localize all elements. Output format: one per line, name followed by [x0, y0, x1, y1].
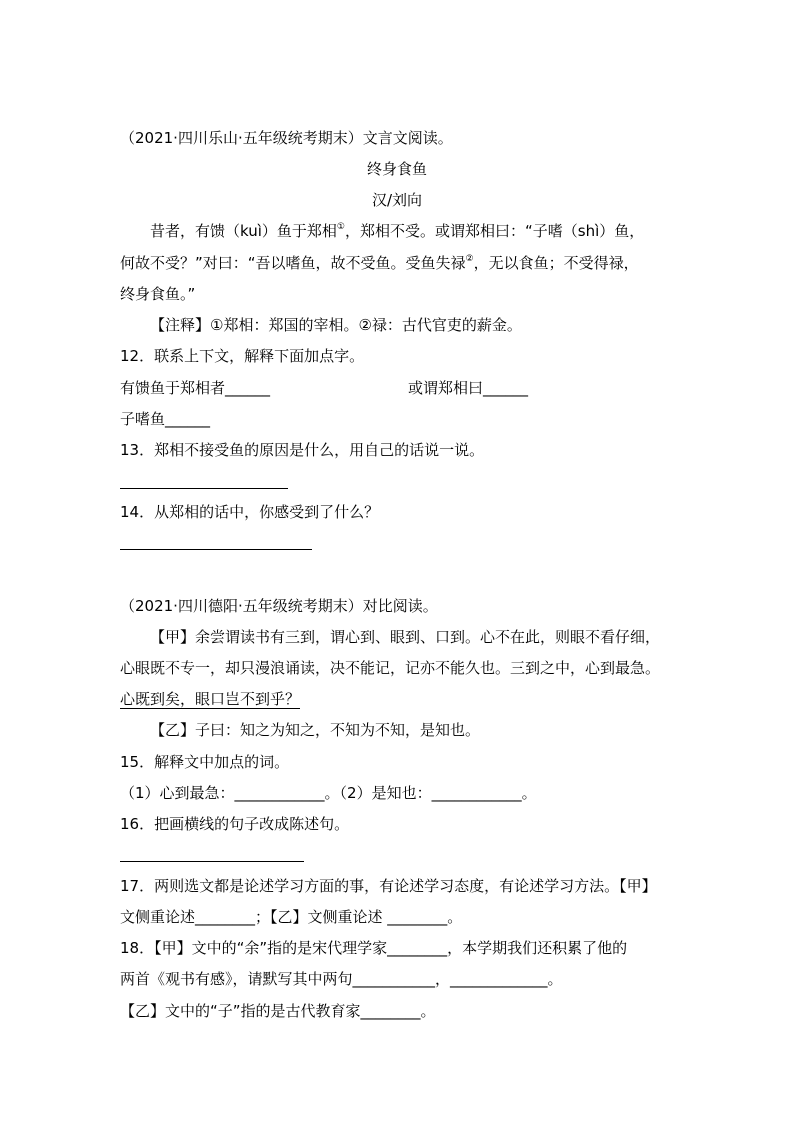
question-13: 13．郑相不接受鱼的原因是什么，用自己的话说一说。: [120, 441, 485, 459]
passage1-line1-b: ，郑相不受。或谓郑相曰：“子嗜（shì）鱼，: [344, 222, 645, 240]
question-18-line2: 两首《观书有感》，请默写其中两句___________，_____________。: [120, 970, 563, 988]
question-15: 15．解释文中加点的词。: [120, 753, 290, 771]
answer-line-13[interactable]: [120, 488, 288, 489]
passage1-line1: [150, 221, 644, 241]
question-15-parts: （1）心到最急：____________。（2）是知也：____________。: [120, 784, 537, 802]
passage1-line2: [120, 253, 639, 273]
jia-line2: 心眼既不专一，却只漫浪诵读，决不能记，记亦不能久也。三到之中，心到最急。: [120, 659, 661, 677]
section1-header: （2021·四川乐山·五年级统考期末）文言文阅读。: [120, 129, 453, 147]
question-12-item-c: 子嗜鱼______: [120, 410, 211, 428]
question-12-item-b: 或谓郑相曰______: [408, 379, 529, 397]
question-14: 14．从郑相的话中，你感受到了什么？: [120, 503, 380, 521]
jia-line1: 【甲】余尝谓读书有三到，谓心到、眼到、口到。心不在此，则眼不看仔细，: [150, 628, 661, 646]
yi-line: 【乙】子曰：知之为知之，不知为不知，是知也。: [150, 721, 481, 739]
underlined-sentence: 心既到矣，眼口岂不到乎？: [120, 690, 301, 708]
passage-title: 终身食鱼: [366, 160, 427, 178]
question-17-line2: 文侧重论述________；【乙】文侧重论述 ________。: [120, 908, 463, 926]
passage1-line1-a: 昔者，有馈（kuì）鱼于郑相: [150, 222, 337, 240]
notes: 【注释】①郑相：郑国的宰相。②禄：古代官吏的薪金。: [150, 316, 522, 334]
footnote-mark-1: ①: [336, 222, 345, 232]
answer-line-16[interactable]: [120, 861, 304, 862]
question-12: 12．联系上下文，解释下面加点字。: [120, 347, 365, 365]
question-17-line1: 17．两则选文都是论述学习方面的事，有论述学习态度，有论述学习方法。【甲】: [120, 877, 657, 895]
question-16: 16．把画横线的句子改成陈述句。: [120, 815, 350, 833]
question-12-item-a: 有馈鱼于郑相者______: [120, 379, 271, 397]
footnote-mark-2: ②: [465, 254, 474, 264]
passage-author: 汉/刘向: [371, 191, 423, 209]
section2-header: （2021·四川德阳·五年级统考期末）对比阅读。: [120, 597, 438, 615]
passage1-line2-a: 何故不受？”对曰：“吾以嗜鱼，故不受鱼。受鱼失禄: [120, 254, 466, 272]
jia-line3-underlined: [120, 689, 300, 709]
passage1-line3: 终身食鱼。”: [120, 285, 196, 303]
passage1-line2-b: ，无以食鱼；不受得禄，: [473, 254, 639, 272]
question-18-line1: 18．【甲】文中的“余”指的是宋代理学家________，本学期我们还积累了他的: [120, 939, 628, 957]
question-18-line3: 【乙】文中的“子”指的是古代教育家________。: [120, 1002, 436, 1020]
answer-line-14[interactable]: [120, 549, 312, 550]
